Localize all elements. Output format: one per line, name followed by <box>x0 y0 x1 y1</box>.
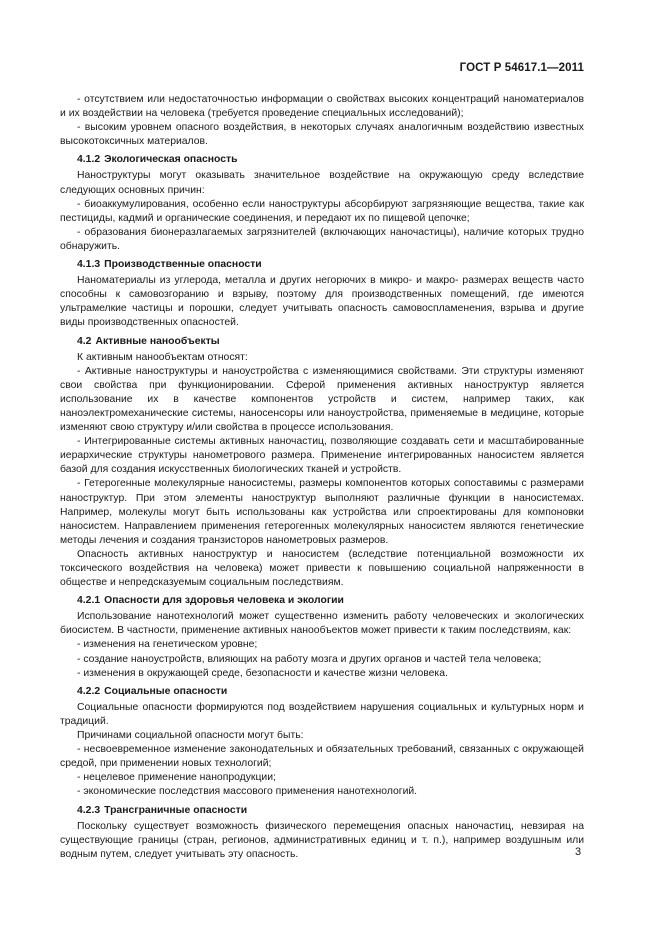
section-title: Социальные опасности <box>104 685 228 697</box>
section-title: Экологическая опасность <box>104 154 238 166</box>
section-heading <box>60 685 584 699</box>
section-number: 4.2.2 <box>77 685 101 697</box>
section-title: Производственные опасности <box>104 259 262 271</box>
body-paragraph: - образования бионеразлагаемых загрязнителей (включающих наночастицы), наличие которых трудно обнаружить. <box>60 226 584 252</box>
document-code: ГОСТ Р 54617.1—2011 <box>459 62 584 74</box>
section-title: Активные нанообъекты <box>95 335 220 347</box>
body-paragraph: - отсутствием или недостаточностью информации о свойствах высоких концентраций наноматериалов и их воздействии на человека (требуется проведение специальных исследований); <box>60 94 584 120</box>
body-paragraph: Наноматериалы из углерода, металла и других негорючих в микро- и макро- размерах веществ часто способны к самовозгоранию и взрыву, поэтому для производственных помещений, где имеются ультрамелкие частицы и порошки, следует учитывать опасность самовоспламенения, взрыва и другие виды производственных опасностей. <box>60 275 584 329</box>
body-paragraph: Использование нанотехнологий может существенно изменить работу человеческих и экологических биосистем. В частности, применение активных нанообъектов может привести к таким последствиям, как: <box>60 611 584 637</box>
body-paragraph: - высоким уровнем опасного воздействия, в некоторых случаях аналогичным воздействию известных высокотоксичных материалов. <box>60 122 584 148</box>
section-number: 4.1.2 <box>77 154 101 166</box>
section-heading <box>60 594 584 608</box>
body-paragraph: - несвоевременное изменение законодательных и обязательных требований, связанных с окружающей средой, при применении новых технологий; <box>60 744 584 770</box>
section-number: 4.2 <box>77 335 92 347</box>
section-heading <box>60 258 584 272</box>
body-paragraph: - Интегрированные системы активных наночастиц, позволяющие создавать сети и масштабированные иерархические структуры нанометрового размера. Применение интегрированных наносистем является базой для создания искусственных биологических тканей и устройств. <box>60 436 584 476</box>
section-number: 4.2.3 <box>77 804 101 816</box>
document-body <box>60 93 584 862</box>
section-title: Трансграничные опасности <box>104 804 248 816</box>
page-number: 3 <box>575 846 582 858</box>
body-paragraph: - Активные наноструктуры и наноустройства с изменяющимися свойствами. Эти структуры изменяют свои свойства при функционировании. Сферой применения активных наноструктур является использование их в качестве компонентов устройств и систем, например таких, как наноэлектромеханические системы, наносенсоры или наноустройства, применяемые в медицине, которые изменяют свою структуру и/или свойства в процессе использования. <box>60 365 584 434</box>
body-paragraph: Социальные опасности формируются под воздействием нарушения социальных и культурных норм и традиций. <box>60 701 584 727</box>
body-paragraph: - изменения на генетическом уровне; <box>77 639 258 651</box>
body-paragraph: Поскольку существует возможность физического перемещения опасных наночастиц, невзирая на существующие границы (стран, регионов, административных единиц и т. п.), например воздушным или водным путем, следует учитывать эту опасность. <box>60 820 584 860</box>
body-paragraph: - изменения в окружающей среде, безопасности и качестве жизни человека. <box>77 667 448 679</box>
section-title: Опасности для здоровья человека и экологии <box>104 595 344 607</box>
body-paragraph: Опасность активных наноструктур и наносистем (вследствие потенциальной возможности их токсического воздействия на человека) может привести к повышению социальной напряженности в обществе и непредсказуемым социальным последствиям. <box>60 548 584 589</box>
body-paragraph: - Гетерогенные молекулярные наносистемы, размеры компонентов которых сопоставимы с размерами наноструктур. При этом элементы наноструктур выполняют различные функции в наносистемах. Например, молекулы могут быть использованы как устройства или спроектированы для компоновки наносистем. Направлением применения гетерогенных молекулярных наносистем являются генетические методы лечения и создания транзисторов нанометровых размеров. <box>60 478 584 546</box>
section-heading <box>60 804 584 818</box>
section-heading <box>60 153 584 167</box>
body-paragraph: - нецелевое применение нанопродукции; <box>77 772 276 784</box>
section-number: 4.2.1 <box>77 595 101 607</box>
body-paragraph: К активным нанообъектам относят: <box>77 351 248 363</box>
body-paragraph: - экономические последствия массового применения нанотехнологий. <box>77 786 418 798</box>
body-paragraph: Причинами социальной опасности могут быть: <box>77 730 304 742</box>
body-paragraph: Наноструктуры могут оказывать значительное воздействие на окружающую среду вследствие следующих основных причин: <box>60 170 584 196</box>
body-paragraph: - создание наноустройств, влияющих на работу мозга и других органов и частей тела человека; <box>77 653 542 665</box>
section-number: 4.1.3 <box>77 259 101 271</box>
section-heading <box>60 335 584 349</box>
body-paragraph: - биоаккумулирования, особенно если наноструктуры абсорбируют загрязняющие вещества, такие как пестициды, кадмий и органические соединения, и передают их по пищевой цепочке; <box>60 198 584 224</box>
